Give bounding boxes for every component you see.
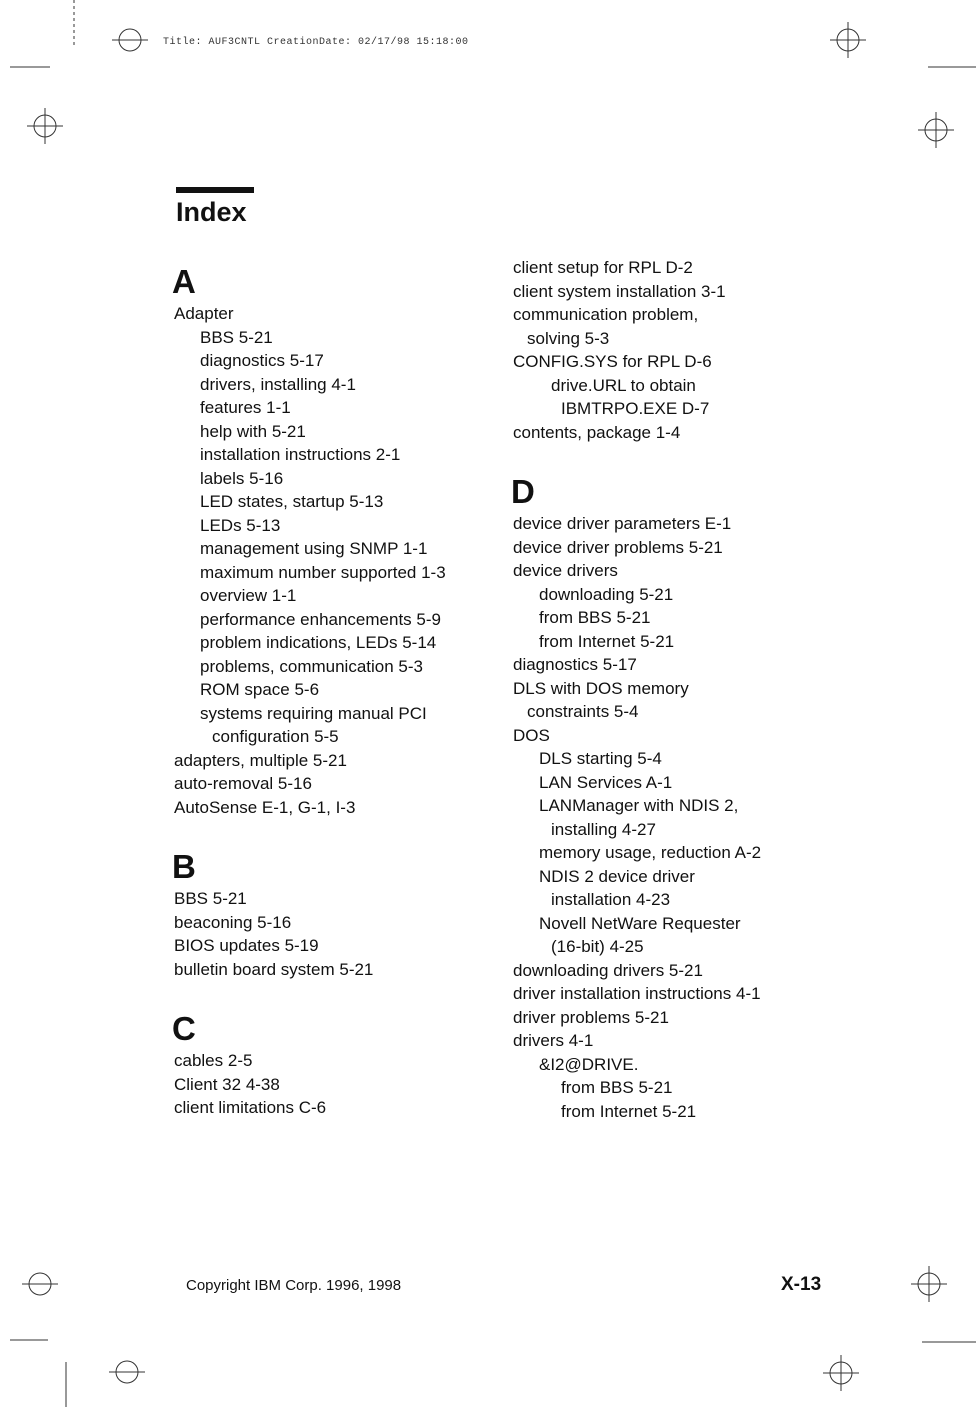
index-entry: downloading drivers 5-21 — [513, 960, 703, 980]
index-entry: device drivers — [513, 561, 618, 580]
index-entry: contents, package 1-4 — [513, 422, 681, 442]
index-entry: labels 5-16 — [200, 468, 284, 488]
crosshair-icon — [27, 108, 63, 144]
index-entry: installing 4-27 — [551, 819, 656, 839]
index-entry: &I2@DRIVE. — [539, 1054, 639, 1074]
index-entry: maximum number supported 1-3 — [200, 562, 446, 582]
index-entry: installation instructions 2-1 — [200, 445, 401, 464]
index-entry: client system installation 3-1 — [513, 281, 726, 301]
index-entry: device driver parameters E-1 — [513, 514, 732, 533]
index-entry: (16-bit) 4-25 — [551, 937, 644, 956]
index-entry: drive.URL to obtain — [551, 375, 696, 395]
page-number: X-13 — [781, 1274, 822, 1295]
crosshair-icon — [22, 1273, 58, 1295]
index-entry: CONFIG.SYS for RPL D-6 — [513, 352, 712, 371]
index-entry: DLS starting 5-4 — [539, 749, 662, 768]
index-entry: LANManager with NDIS 2, — [539, 796, 739, 815]
index-section-b — [172, 847, 502, 981]
index-entry: beaconing 5-16 — [174, 912, 292, 932]
index-entry: driver installation instructions 4-1 — [513, 984, 761, 1003]
index-section-d — [511, 472, 841, 1123]
index-entry: diagnostics 5-17 — [513, 655, 637, 674]
section-gap — [511, 444, 841, 472]
index-entry: memory usage, reduction A-2 — [539, 843, 762, 862]
index-entry: downloading 5-21 — [539, 584, 674, 604]
index-entry: device driver problems 5-21 — [513, 537, 723, 557]
print-header: Title: AUF3CNTL CreationDate: 02/17/98 15:18:00 — [163, 37, 469, 48]
crosshair-icon — [109, 1361, 145, 1383]
entry-list-c — [172, 1049, 502, 1120]
copyright-notice: Copyright IBM Corp. 1996, 1998 — [186, 1277, 402, 1294]
section-gap — [172, 819, 502, 847]
entry-list-d — [511, 512, 841, 1123]
index-entry: LEDs 5-13 — [200, 515, 281, 535]
section-letter-a: A — [172, 263, 196, 300]
crosshair-icon — [911, 1266, 947, 1302]
index-entry: diagnostics 5-17 — [200, 351, 324, 370]
index-entry: IBMTRPO.EXE D-7 — [561, 399, 710, 418]
index-entry: communication problem, — [513, 305, 699, 324]
index-entry: problem indications, LEDs 5-14 — [200, 633, 437, 652]
index-section-a — [172, 262, 502, 819]
index-entry: BBS 5-21 — [174, 889, 247, 908]
index-entry: from BBS 5-21 — [561, 1078, 673, 1097]
index-entry: from BBS 5-21 — [539, 608, 651, 627]
index-entry: DOS — [513, 725, 550, 745]
entry-list-a — [172, 302, 502, 819]
index-entry: features 1-1 — [200, 398, 291, 417]
index-entry: performance enhancements 5-9 — [200, 609, 441, 629]
crosshair-icon — [918, 112, 954, 148]
index-entry: constraints 5-4 — [527, 702, 639, 721]
crosshair-icon — [112, 29, 148, 51]
index-entry: solving 5-3 — [527, 328, 610, 348]
page-title: Index — [176, 197, 247, 227]
index-column-left — [172, 262, 502, 1120]
index-entry: BIOS updates 5-19 — [174, 936, 319, 955]
index-entry: DLS with DOS memory — [513, 678, 689, 698]
section-gap — [172, 981, 502, 1009]
index-entry: management using SNMP 1-1 — [200, 539, 428, 558]
index-entry: LAN Services A-1 — [539, 772, 673, 792]
index-entry: bulletin board system 5-21 — [174, 959, 374, 979]
index-entry: configuration 5-5 — [212, 727, 339, 746]
index-entry: drivers, installing 4-1 — [200, 374, 356, 394]
index-entry: client limitations C-6 — [174, 1098, 327, 1117]
index-entry: Client 32 4-38 — [174, 1074, 280, 1094]
index-entry: cables 2-5 — [174, 1051, 253, 1070]
index-entry: ROM space 5-6 — [200, 680, 320, 699]
index-entry: AutoSense E-1, G-1, I-3 — [174, 797, 356, 817]
index-entry: NDIS 2 device driver — [539, 866, 695, 886]
index-entry: adapters, multiple 5-21 — [174, 750, 347, 770]
index-entry: client setup for RPL D-2 — [513, 258, 693, 277]
index-entry: systems requiring manual PCI — [200, 703, 427, 723]
index-entry: BBS 5-21 — [200, 327, 273, 347]
section-letter-c: C — [172, 1010, 196, 1047]
entry-list-c-continued — [511, 256, 841, 444]
index-entry: overview 1-1 — [200, 586, 297, 605]
index-entry: problems, communication 5-3 — [200, 656, 423, 676]
index-entry: auto-removal 5-16 — [174, 774, 312, 793]
index-entry: from Internet 5-21 — [539, 631, 675, 651]
index-entry: Novell NetWare Requester — [539, 913, 741, 933]
index-entry: installation 4-23 — [551, 890, 671, 909]
entry-list-b — [172, 887, 502, 981]
crosshair-icon — [830, 22, 866, 58]
index-entry: help with 5-21 — [200, 421, 306, 441]
crosshair-icon — [823, 1355, 859, 1391]
index-column-right — [511, 256, 841, 1123]
index-entry: LED states, startup 5-13 — [200, 492, 384, 511]
title-rule — [176, 187, 254, 193]
index-entry: Adapter — [174, 304, 234, 323]
index-entry: drivers 4-1 — [513, 1031, 594, 1050]
index-entry: from Internet 5-21 — [561, 1101, 697, 1121]
section-letter-b: B — [172, 848, 196, 885]
section-letter-d: D — [511, 473, 535, 510]
index-section-c — [172, 1009, 502, 1120]
index-entry: driver problems 5-21 — [513, 1007, 669, 1027]
